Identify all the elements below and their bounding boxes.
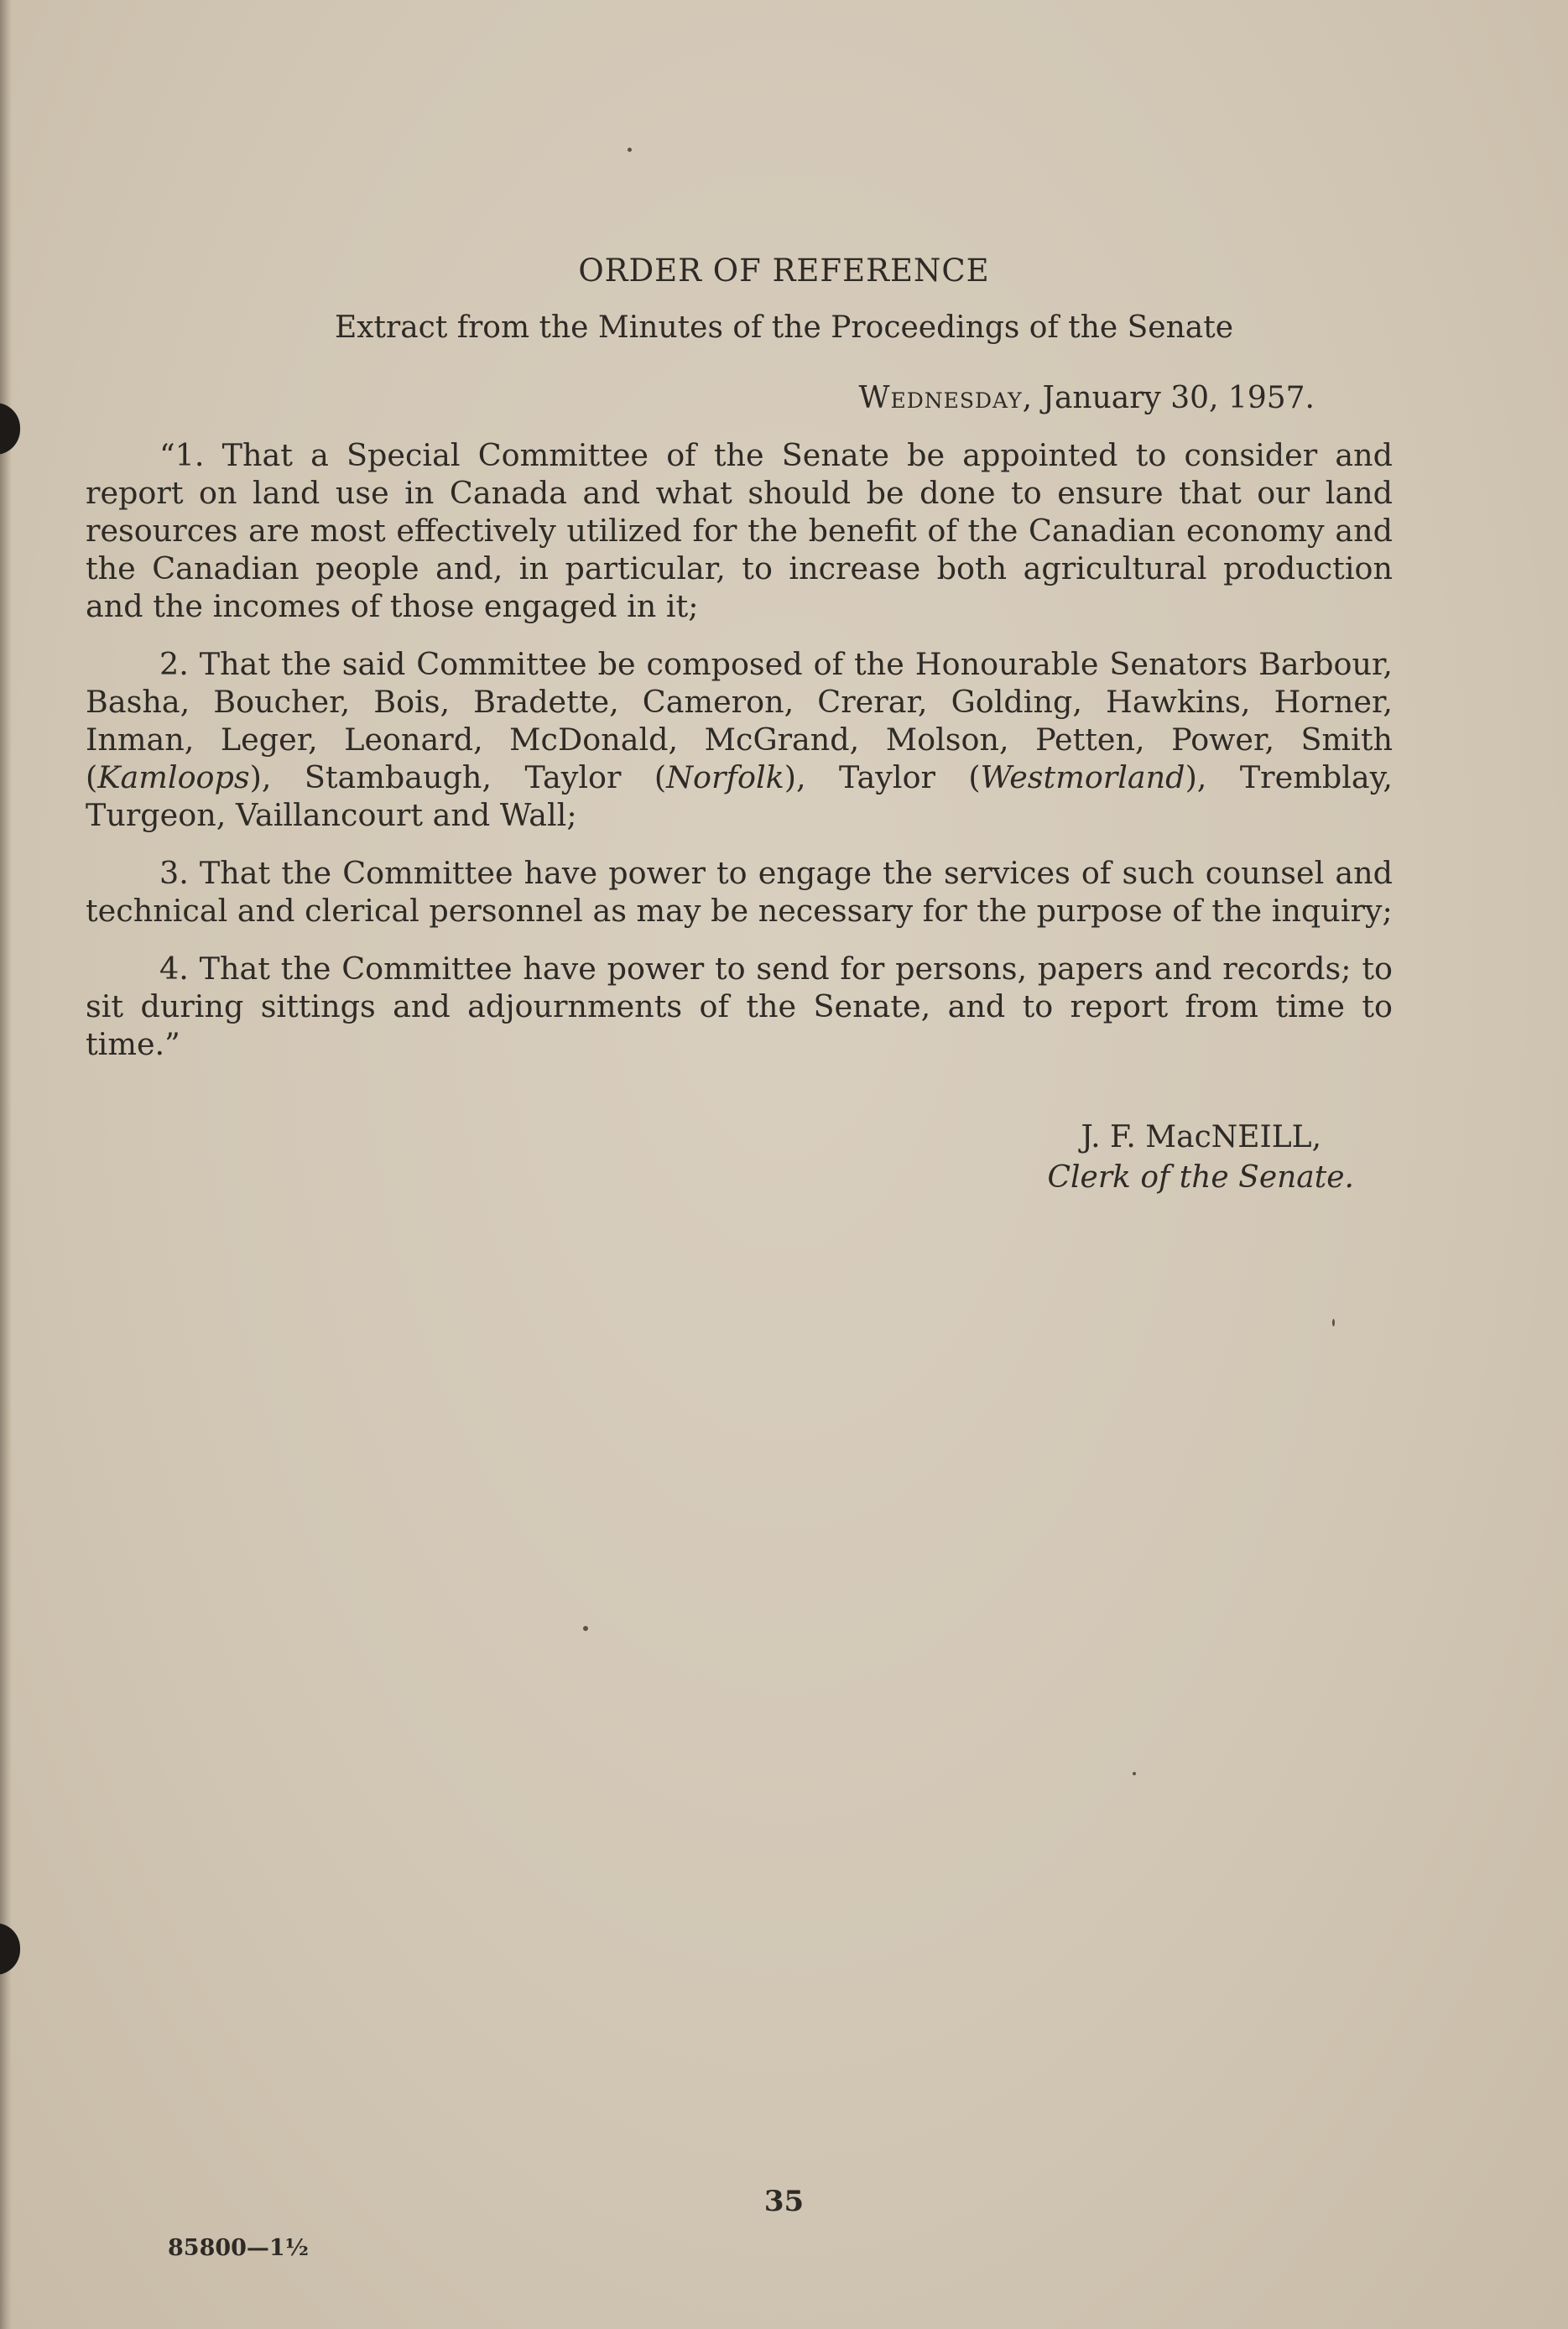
order-paragraph-4 — [86, 950, 1393, 1063]
paper-speck — [1133, 1772, 1136, 1775]
paper-speck — [628, 148, 632, 152]
page-number: 35 — [763, 2185, 805, 2218]
order-body — [86, 436, 1393, 1083]
paper-speck — [1332, 1319, 1335, 1326]
signatory-title: Clerk of the Senate. — [1047, 1160, 1354, 1195]
paper-speck — [583, 1626, 588, 1631]
italic-term: Westmorland — [980, 759, 1185, 795]
date-weekday: Wednesday, — [858, 381, 1034, 415]
binding-hole-bottom — [0, 1923, 20, 1975]
paragraph-text: ), Tremblay, Turgeon, Vaillancourt and Wall; — [86, 759, 1393, 833]
print-code: 85800—1½ — [168, 2235, 309, 2261]
paragraph-text: 4. That the Committee have power to send for persons, papers and records; to sit during sittings and adjournments of the Senate, and to report from time to time.” — [86, 951, 1393, 1062]
date-line — [858, 379, 1315, 418]
date-value: January 30, 1957. — [1042, 381, 1315, 415]
italic-term: Kamloops — [97, 759, 250, 795]
order-of-reference-heading: ORDER OF REFERENCE — [578, 253, 990, 289]
signature-block — [1047, 1118, 1354, 1198]
paragraph-text: 2. That the said Committee be composed of the Honourable Senators Barbour, Basha, Boucher, Bois, Bradette, Cameron, Crerar, Golding, Hawkins, Horner, Inman, Leger, Leonard, McDonald, McGrand, Molson, Petten, Power, Smith ( — [86, 646, 1393, 795]
paragraph-text: “1. That a Special Committee of the Senate be appointed to consider and report on land use in Canada and what should be done to ensure that our land resources are most effectively utilized for the benefit of the Canadian economy and the Canadian people and, in particular, to increase both agricultural production and the incomes of those engaged in it; — [86, 437, 1393, 624]
binding-edge — [0, 0, 12, 2329]
minutes-extract-subheading: Extract from the Minutes of the Proceedings of the Senate — [334, 310, 1234, 345]
binding-hole-top — [0, 403, 20, 455]
signatory-name: J. F. MacNEILL, — [1081, 1120, 1322, 1154]
paragraph-text: ), Stambaugh, Taylor ( — [249, 759, 667, 795]
paragraph-text: 3. That the Committee have power to engage the services of such counsel and technical and clerical personnel as may be necessary for the purpose of the inquiry; — [86, 855, 1393, 929]
order-paragraph-3 — [86, 854, 1393, 930]
order-paragraph-2 — [86, 645, 1393, 834]
italic-term: Norfolk — [666, 759, 784, 795]
order-paragraph-1 — [86, 436, 1393, 625]
paragraph-text: ), Taylor ( — [784, 759, 981, 795]
